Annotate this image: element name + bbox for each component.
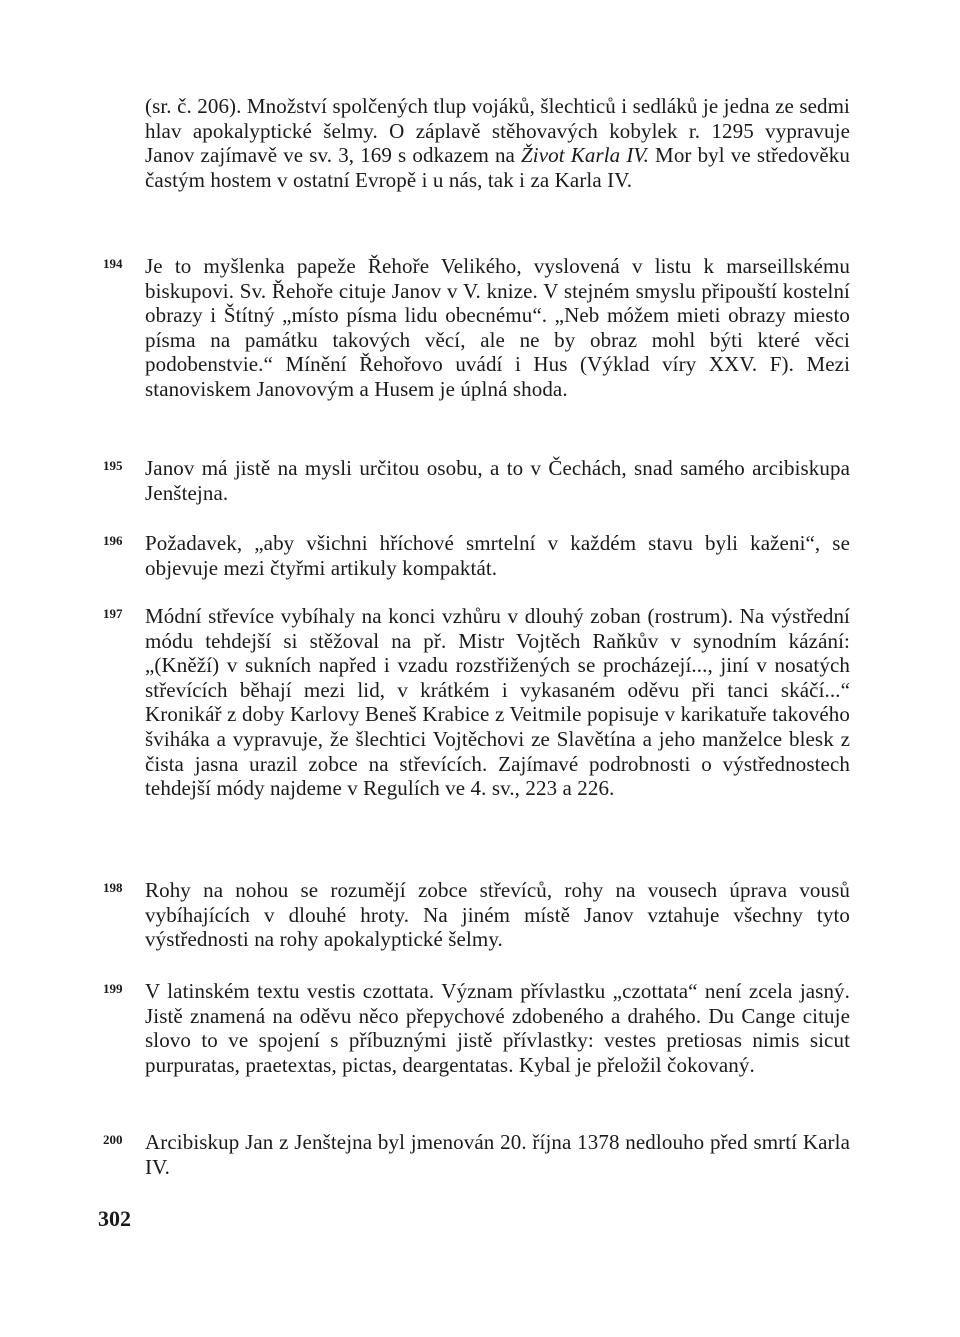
page-number: 302	[98, 1206, 131, 1231]
continuation-italic-title: Život Karla IV.	[521, 143, 649, 168]
note-number-195: 195	[103, 458, 123, 473]
footnote-194: Je to myšlenka papeže Řehoře Velikého, vyslovená v listu k marseillskému biskupovi. Sv. Řehoře cituje Janov v V. knize. V stejném smyslu připouští kostelní obrazy i Štítný „místo písma lidu obecnému“. „Neb móžem mieti obrazy miesto písma na památku takových věcí, ale ne by obraz mohl býti které věci podobenstvie.“ Mínění Řehořovo uvádí i Hus (Výklad víry XXV. F). Mezi stanoviskem Janovovým a Husem je úplná shoda.	[145, 254, 850, 401]
footnote-200: Arcibiskup Jan z Jenštejna byl jmenován 20. října 1378 nedlouho před smrtí Karla IV.	[145, 1130, 850, 1179]
footnote-196: Požadavek, „aby všichni hříchové smrtelní v každém stavu byli kaženi“, se objevuje mezi čtyřmi artikuly kompaktát.	[145, 531, 850, 580]
note-number-197: 197	[103, 606, 123, 621]
note-number-196: 196	[103, 533, 123, 548]
note-number-199: 199	[103, 981, 123, 996]
note-number-194: 194	[103, 256, 123, 271]
footnote-199: V latinském textu vestis czottata. Význam přívlastku „czottata“ není zcela jasný. Jistě znamená na oděvu něco přepychové zdobeného a drahého. Du Cange cituje slovo to ve spojení s příbuznými jistě přívlastky: vestes pretiosas nimis sicut purpuratas, praetextas, pictas, deargentatas. Kybal je přeložil čokovaný.	[145, 979, 850, 1077]
footnote-197: Módní střevíce vybíhaly na konci vzhůru v dlouhý zoban (rostrum). Na výstřední módu tehdejší si stěžoval na př. Mistr Vojtěch Raňkův v synodním kázání: „(Kněží) v sukních napřed i vzadu rozstřižených se procházejí..., jiní v nosatých střevících běhají mezi lid, v krátkém i vykasaném oděvu při tanci skáčí...“ Kronikář z doby Karlovy Beneš Krabice z Veitmile popisuje v karikatuře takového šviháka a vypravuje, že šlechtici Vojtěchovi ze Slavětína a jeho manželce blesk z čista jasna urazil zobce na střevících. Zajímavé podrobnosti o výstřednostech tehdejší módy najdeme v Regulích ve 4. sv., 223 a 226.	[145, 604, 850, 801]
note-number-198: 198	[103, 880, 123, 895]
footnote-198: Rohy na nohou se rozumějí zobce střevíců, rohy na vousech úprava vousů vybíhajících v dlouhé hroty. Na jiném místě Janov vztahuje všechny tyto výstřednosti na rohy apokalyptické šelmy.	[145, 878, 850, 952]
continuation-text-a: (sr. č. 206). Množství spolčených tlup vojáků, šlechticů i sedláků je jedna ze sedmi hlav apokalyptické šelmy. O záplavě stěhovavých kobylek r. 1295 vypravuje Janov zajímavě ve sv. 3, 169 s odkazem na	[145, 94, 850, 168]
continuation-paragraph	[145, 94, 850, 192]
continuation-text-b: Mor byl ve středověku častým hostem v ostatní Evropě i u nás, tak i za Karla IV.	[145, 143, 850, 192]
note-number-200: 200	[103, 1132, 123, 1147]
footnote-195: Janov má jistě na mysli určitou osobu, a to v Čechách, snad samého arcibiskupa Jenštejna.	[145, 456, 850, 505]
